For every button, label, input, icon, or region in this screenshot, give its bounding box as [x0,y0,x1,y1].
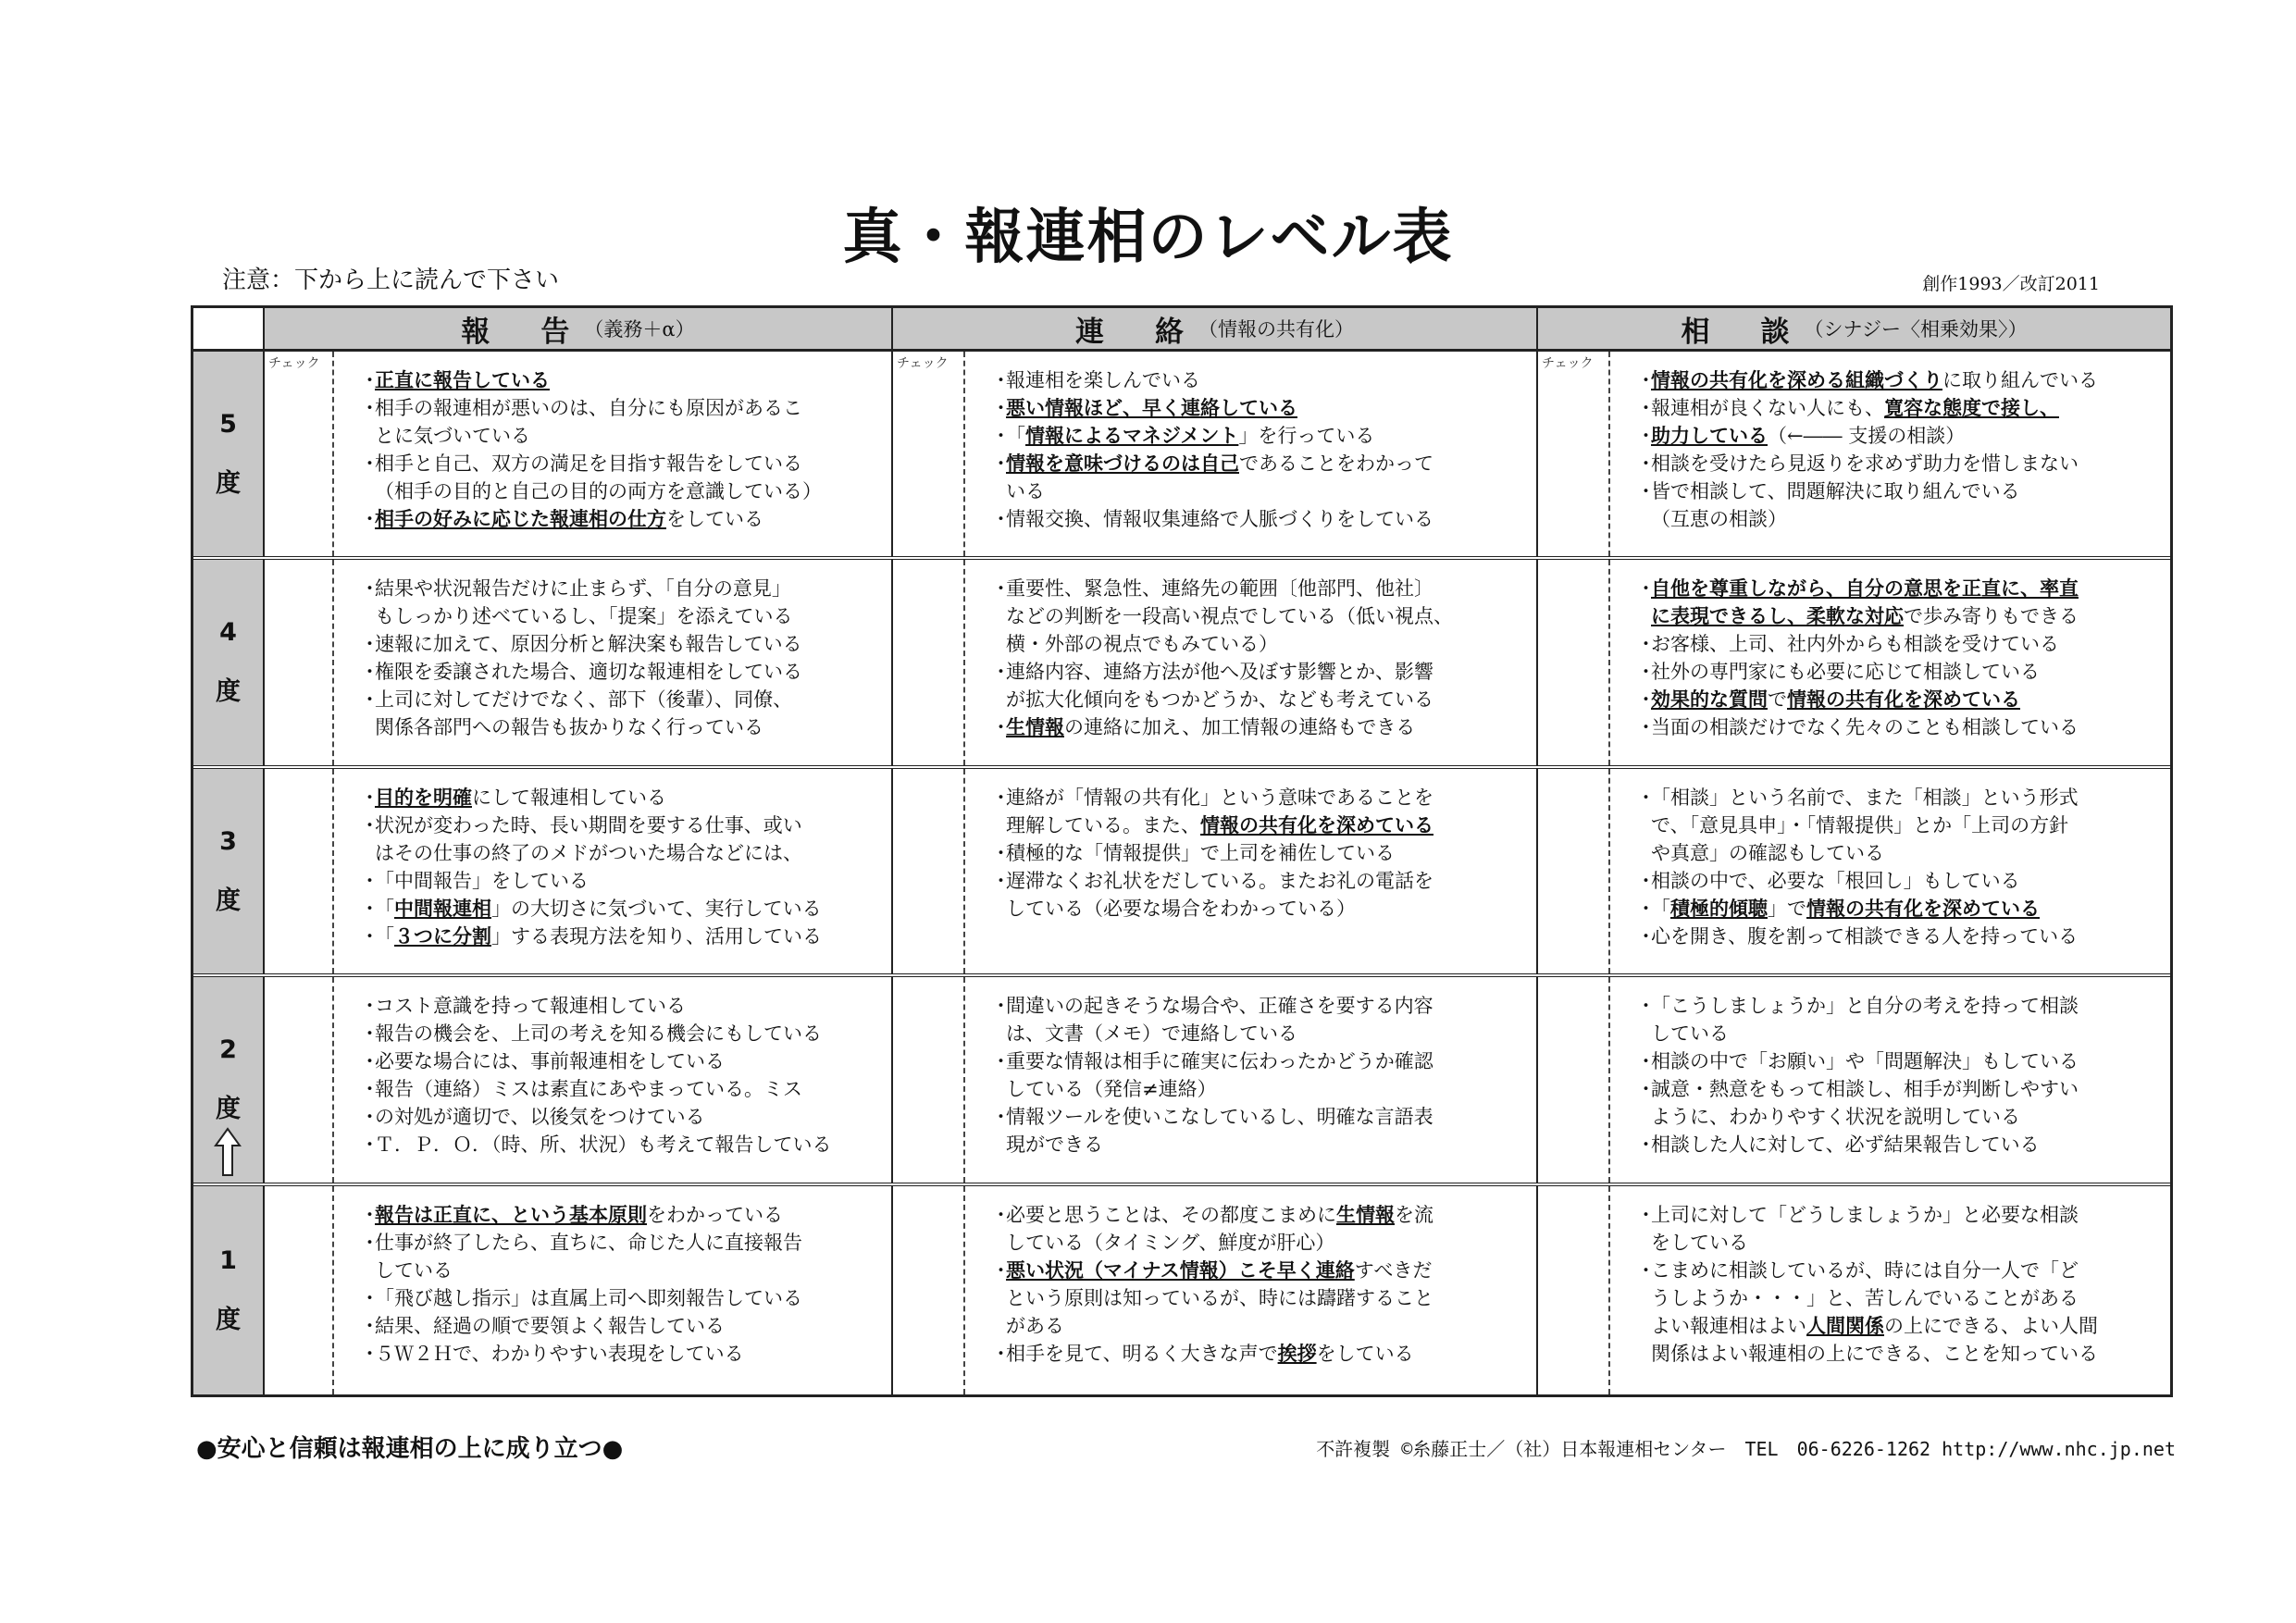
cell-sodan [1536,1186,2170,1394]
check-column[interactable] [265,560,334,765]
check-label: チェック [897,356,949,371]
level-label [193,769,263,973]
list-item: ・ 速報に加えて、原因分析と解決案も報告している [360,632,802,656]
cell-sodan [1536,560,2170,765]
list-item: している（タイミング、鮮度が肝心） [1006,1232,1335,1254]
header-main: 報 告 [461,315,581,349]
list-item: で、「意見具申」・「情報提供」とか「上司の方針 [1651,814,2069,836]
list-item: ・ Ｔ．Ｐ．Ｏ．（時、所、状況）も考えて報告している [360,1133,832,1157]
cell-sodan [1536,769,2170,973]
level-number: 2 [219,1035,237,1064]
check-column[interactable] [1538,1186,1610,1394]
level-row-2 [193,977,2170,1186]
list-item: ・ 「３つに分割」する表現方法を知り、活用している [360,924,822,948]
level-unit: 度 [216,468,241,498]
footer-slogan: ●安心と信頼は報連相の上に成り立つ● [196,1435,624,1463]
footer-copyright: 不許複製 ©糸藤正士／（社）日本報連相センター TEL 06-6226-1262 http://www.nhc.jp.net [1316,1438,2176,1460]
list-item: ・ 悪い情報ほど、早く連絡している [991,396,1433,420]
list-item: ・ 状況が変わった時、長い期間を要する仕事、或い [360,813,822,837]
header-sub: （シナジー〈相乗効果〉） [1804,318,2028,341]
list-item: ・ 相手の好みに応じた報連相の仕方をしている [360,507,822,531]
check-column[interactable] [893,352,965,556]
header-sodan [1536,308,2170,349]
item-list [991,368,1433,535]
item-list [1636,368,2098,535]
item-list [1636,576,2079,743]
cell-renraku [891,352,1536,556]
list-item: ・ 権限を委譲された場合、適切な報連相をしている [360,660,802,684]
check-label: チェック [268,356,320,371]
list-item: ・ コスト意識を持って報連相している [360,994,832,1018]
level-number: 4 [219,618,237,647]
list-item: 関係はよい報連相の上にできる、ことを知っている [1651,1343,2098,1365]
cell-hokoku [263,1186,891,1394]
list-item: ・ 情報ツールを使いこなしているし、明確な言語表 [991,1105,1433,1129]
cell-hokoku [263,352,891,556]
list-item: ・ 「中間報連相」の大切さに気づいて、実行している [360,897,822,921]
reading-note: 注意：下から上に読んで下さい [222,266,560,294]
check-column[interactable] [1538,769,1610,973]
list-item: ・ 生情報の連絡に加え、加工情報の連絡もできる [991,715,1453,739]
level-label [193,352,263,556]
list-item: ・ 効果的な質問で情報の共有化を深めている [1636,688,2079,712]
list-item: ・ 重要な情報は相手に確実に伝わったかどうか確認 [991,1049,1433,1073]
level-row-1 [193,1186,2170,1394]
list-item: や真意」の確認もしている [1651,842,1884,864]
list-item: ・ 社外の専門家にも必要に応じて相談している [1636,660,2079,684]
check-column[interactable] [1538,977,1610,1183]
list-item: ・ 間違いの起きそうな場合や、正確さを要する内容 [991,994,1433,1018]
item-list [360,1203,802,1369]
cell-renraku [891,977,1536,1183]
list-item: ・ 目的を明確にして報連相している [360,786,822,810]
level-label [193,560,263,765]
list-item: もしっかり述べているし、「提案」を添えている [375,605,793,627]
table-header [193,308,2170,352]
check-column[interactable] [265,352,334,556]
list-item: （相手の目的と自己の目的の両方を意識している） [375,480,822,502]
list-item: に表現できるし、柔軟な対応で歩み寄りもできる [1651,605,2079,627]
list-item: ・ 「積極的傾聴」で情報の共有化を深めている [1636,897,2079,921]
level-number: 1 [219,1245,237,1275]
list-item: などの判断を一段高い視点でしている（低い視点、 [1006,605,1453,627]
header-main: 相 談 [1681,315,1801,349]
list-item: している（必要な場合をわかっている） [1006,898,1356,920]
list-item: をしている [1651,1232,1748,1254]
item-list [991,994,1433,1160]
list-item: ・ 心を開き、腹を割って相談できる人を持っている [1636,924,2079,948]
item-list [360,368,822,535]
list-item: ・ 「相談」という名前で、また「相談」という形式 [1636,786,2079,810]
list-item: ・ ５Ｗ２Ｈで、わかりやすい表現をしている [360,1342,802,1366]
list-item: ・ 報告の機会を、上司の考えを知る機会にもしている [360,1022,832,1046]
cell-sodan [1536,977,2170,1183]
list-item: ・ 積極的な「情報提供」で上司を補佐している [991,841,1433,865]
header-sub: （情報の共有化） [1198,318,1354,341]
list-item: ・ 当面の相談だけでなく先々のことも相談している [1636,715,2079,739]
item-list [1636,994,2079,1160]
list-item: ・ 遅滞なくお礼状をだしている。またお礼の電話を [991,869,1433,893]
list-item: ・ 連絡内容、連絡方法が他へ及ぼす影響とか、影響 [991,660,1453,684]
list-item: ・ 正直に報告している [360,368,822,392]
cell-renraku [891,1186,1536,1394]
list-item: とに気づいている [375,425,530,447]
list-item: ・ 自他を尊重しながら、自分の意思を正直に、率直 [1636,576,2079,601]
level-unit: 度 [216,1305,241,1334]
list-item: はその仕事の終了のメドがついた場合などには、 [375,842,802,864]
list-item: している（発信≠連絡） [1006,1078,1217,1100]
header-renraku [891,308,1536,349]
item-list [360,576,802,743]
level-unit: 度 [216,1095,241,1123]
list-item: ・ 結果、経過の順で要領よく報告している [360,1314,802,1338]
list-item: 横・外部の視点でもみている） [1006,633,1278,655]
list-item: ・ 報告は正直に、という基本原則をわかっている [360,1203,802,1227]
list-item: ・ 「中間報告」をしている [360,869,822,893]
list-item: ・ 相手の報連相が悪いのは、自分にも原因があるこ [360,396,822,420]
list-item: ・ の対処が適切で、以後気をつけている [360,1105,832,1129]
check-label: チェック [1542,356,1594,371]
cell-renraku [891,560,1536,765]
list-item: 関係各部門への報告も抜かりなく行っている [375,716,763,738]
list-item: ・ 相談の中で「お願い」や「問題解決」もしている [1636,1049,2079,1073]
check-column[interactable] [893,1186,965,1394]
cell-hokoku [263,560,891,765]
cell-hokoku [263,769,891,973]
list-item: ・ 必要な場合には、事前報連相をしている [360,1049,832,1073]
list-item: ように、わかりやすく状況を説明している [1651,1106,2020,1128]
header-sub: （義務＋α） [584,318,695,341]
cell-sodan [1536,352,2170,556]
list-item: ・ 報告（連絡）ミスは素直にあやまっている。ミス [360,1077,832,1101]
list-item: よい報連相はよい人間関係の上にできる、よい人間 [1651,1315,2098,1337]
list-item: ・ 上司に対して「どうしましょうか」と必要な相談 [1636,1203,2098,1227]
level-label [193,977,263,1183]
level-table [191,305,2173,1397]
list-item: ・ 結果や状況報告だけに止まらず、「自分の意見」 [360,576,802,601]
list-item: （互恵の相談） [1651,508,1787,530]
list-item: ・ 相談の中で、必要な「根回し」もしている [1636,869,2079,893]
level-unit: 度 [216,886,241,915]
list-item: ・ こまめに相談しているが、時には自分一人で「ど [1636,1258,2098,1282]
list-item: うしようか・・・」と、苦しんでいることがある [1651,1287,2079,1309]
check-column[interactable] [1538,352,1610,556]
list-item: ・ お客様、上司、社内外からも相談を受けている [1636,632,2079,656]
list-item: ・ 相談を受けたら見返りを求めず助力を惜しまない [1636,452,2098,476]
item-list [360,786,822,952]
item-list [991,786,1433,924]
list-item: は、文書（メモ）で連絡している [1006,1022,1297,1045]
level-row-5 [193,352,2170,560]
list-item: ・ 情報の共有化を深める組織づくりに取り組んでいる [1636,368,2098,392]
item-list [360,994,832,1160]
list-item: している [1651,1022,1729,1045]
list-item: ・ 皆で相談して、問題解決に取り組んでいる [1636,479,2098,503]
list-item: ・ 相談した人に対して、必ず結果報告している [1636,1133,2079,1157]
level-number: 3 [219,826,237,856]
list-item: ・ 情報交換、情報収集連絡で人脈づくりをしている [991,507,1433,531]
list-item: 理解している。また、情報の共有化を深めている [1006,814,1433,836]
check-column[interactable] [893,977,965,1183]
header-hokoku [263,308,891,349]
list-item: ・ 報連相を楽しんでいる [991,368,1433,392]
list-item: ・ 「こうしましょうか」と自分の考えを持って相談 [1636,994,2079,1018]
list-item: している [375,1259,453,1282]
creation-date: 創作1993／改訂2011 [1922,274,2100,294]
item-list [991,1203,1433,1369]
check-column[interactable] [265,769,334,973]
header-main: 連 絡 [1075,315,1195,349]
cell-renraku [891,769,1536,973]
level-number: 5 [219,409,237,439]
check-column[interactable] [1538,560,1610,765]
list-item: ・ 「飛び越し指示」は直属上司へ即刻報告している [360,1286,802,1310]
check-column[interactable] [893,769,965,973]
item-list [991,576,1453,743]
list-item: いる [1006,480,1045,502]
list-item: ・ 連絡が「情報の共有化」という意味であることを [991,786,1433,810]
list-item: が拡大化傾向をもつかどうか、なども考えている [1006,688,1433,711]
check-column[interactable] [265,977,334,1183]
list-item: ・ 相手と自己、双方の満足を目指す報告をしている [360,452,822,476]
up-arrow-icon [214,1127,242,1177]
item-list [1636,786,2079,952]
check-column[interactable] [893,560,965,765]
list-item: ・ 誠意・熱意をもって相談し、相手が判断しやすい [1636,1077,2079,1101]
list-item: ・ 相手を見て、明るく大きな声で挨拶をしている [991,1342,1433,1366]
list-item: ・ 仕事が終了したら、直ちに、命じた人に直接報告 [360,1231,802,1255]
list-item: 現ができる [1006,1134,1103,1156]
list-item: ・ 報連相が良くない人にも、寛容な態度で接し、 [1636,396,2098,420]
item-list [1636,1203,2098,1369]
list-item: ・ 情報を意味づけるのは自己であることをわかって [991,452,1433,476]
list-item: ・ 必要と思うことは、その都度こまめに生情報を流 [991,1203,1433,1227]
list-item: ・ 「情報によるマネジメント」を行っている [991,424,1433,448]
list-item: ・ 上司に対してだけでなく、部下（後輩）、同僚、 [360,688,802,712]
list-item: がある [1006,1315,1064,1337]
level-label [193,1186,263,1394]
page-title: 真・報連相のレベル表 [842,204,1454,272]
cell-hokoku [263,977,891,1183]
level-row-3 [193,769,2170,977]
list-item: ・ 重要性、緊急性、連絡先の範囲〔他部門、他社〕 [991,576,1453,601]
level-row-4 [193,560,2170,769]
list-item: ・ 悪い状況（マイナス情報）こそ早く連絡すべきだ [991,1258,1433,1282]
list-item: という原則は知っているが、時には躊躇すること [1006,1287,1433,1309]
list-item: ・ 助力している（←―― 支援の相談） [1636,424,2098,448]
level-unit: 度 [216,677,241,706]
check-column[interactable] [265,1186,334,1394]
